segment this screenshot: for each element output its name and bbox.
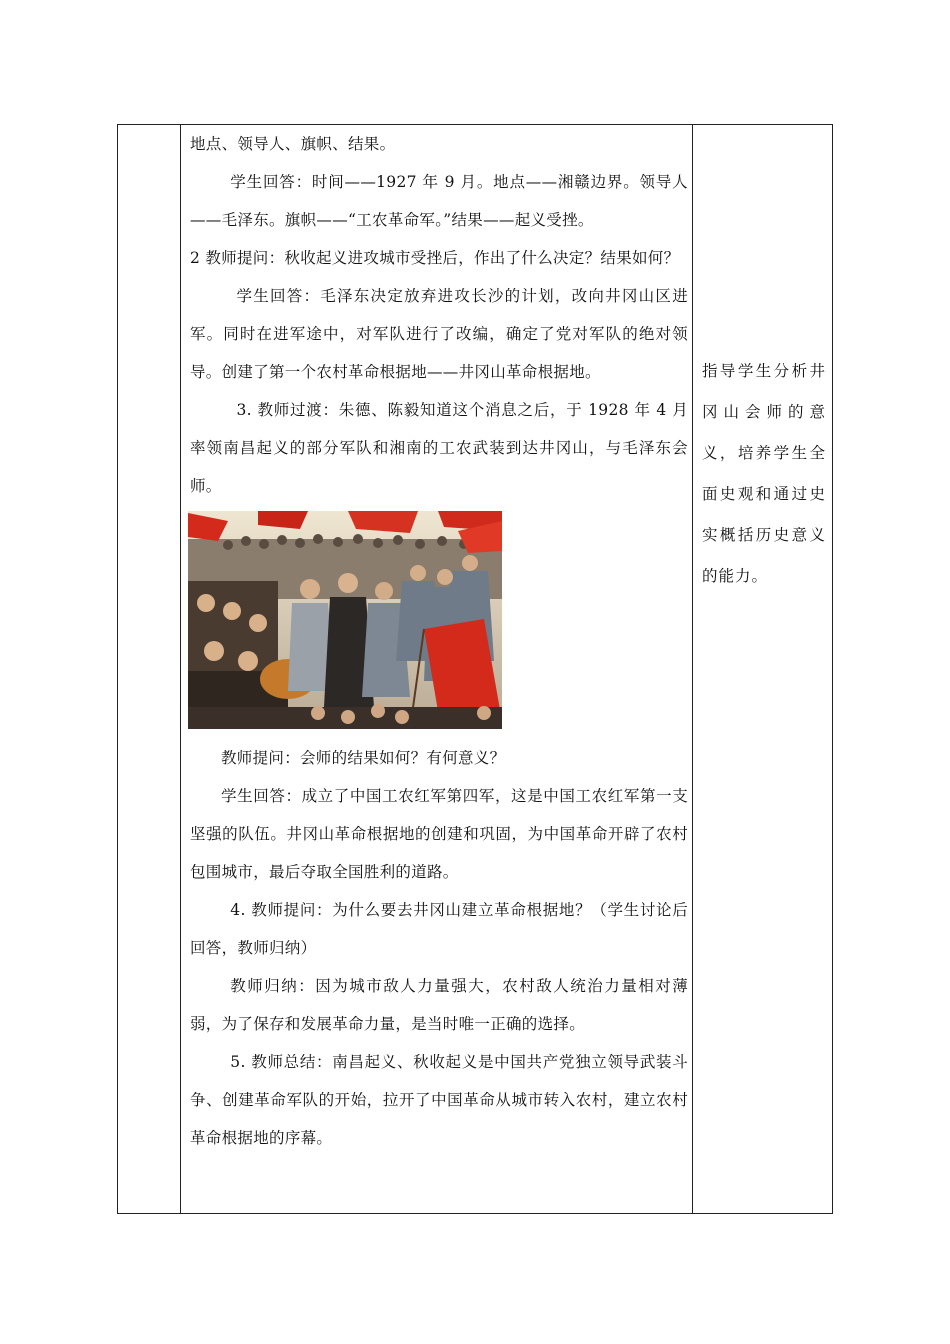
lesson-table xyxy=(117,124,833,1214)
paragraph: 教师提问：会师的结果如何？有何意义？ xyxy=(221,749,506,767)
paragraph: 地点、领导人、旗帜、结果。 xyxy=(190,135,396,153)
paragraph: 学生回答：毛泽东决定放弃进攻长沙的计划，改向井冈山区进军。同时在进军途中，对军队进行了改编，确定了党对军队的绝对领导。创建了第一个农村革命根据地——井冈山革命根据地。 xyxy=(190,287,688,381)
paragraph: 5. 教师总结：南昌起义、秋收起义是中国共产党独立领导武装斗争、创建革命军队的开始，拉开了中国革命从城市转入农村，建立农村革命根据地的序幕。 xyxy=(190,1053,688,1147)
paragraph: 2 教师提问：秋收起义进攻城市受挫后，作出了什么决定？结果如何？ xyxy=(190,249,680,267)
jinggangshan-meeting-painting xyxy=(188,511,502,729)
paragraph: 教师归纳：因为城市敌人力量强大，农村敌人统治力量相对薄弱，为了保存和发展革命力量，是当时唯一正确的选择。 xyxy=(190,977,688,1033)
lesson-content xyxy=(190,125,688,1157)
design-intent-note: 指导学生分析井冈山会师的意义，培养学生全面史观和通过史实概括历史意义的能力。 xyxy=(702,362,826,585)
paragraph: 学生回答：成立了中国工农红军第四军，这是中国工农红军第一支坚强的队伍。井冈山革命根据地的创建和巩固，为中国革命开辟了农村包围城市，最后夺取全国胜利的道路。 xyxy=(190,787,688,881)
column-divider-left xyxy=(180,125,181,1213)
paragraph: 学生回答：时间——1927 年 9 月。地点——湘赣边界。领导人——毛泽东。旗帜——“工农革命军。”结果——起义受挫。 xyxy=(190,173,688,229)
paragraph: 3. 教师过渡：朱德、陈毅知道这个消息之后，于 1928 年 4 月率领南昌起义的部分军队和湘南的工农武装到达井冈山，与毛泽东会师。 xyxy=(190,401,688,495)
paragraph: 4. 教师提问：为什么要去井冈山建立革命根据地？（学生讨论后回答，教师归纳） xyxy=(190,901,688,957)
column-divider-right xyxy=(692,125,693,1213)
